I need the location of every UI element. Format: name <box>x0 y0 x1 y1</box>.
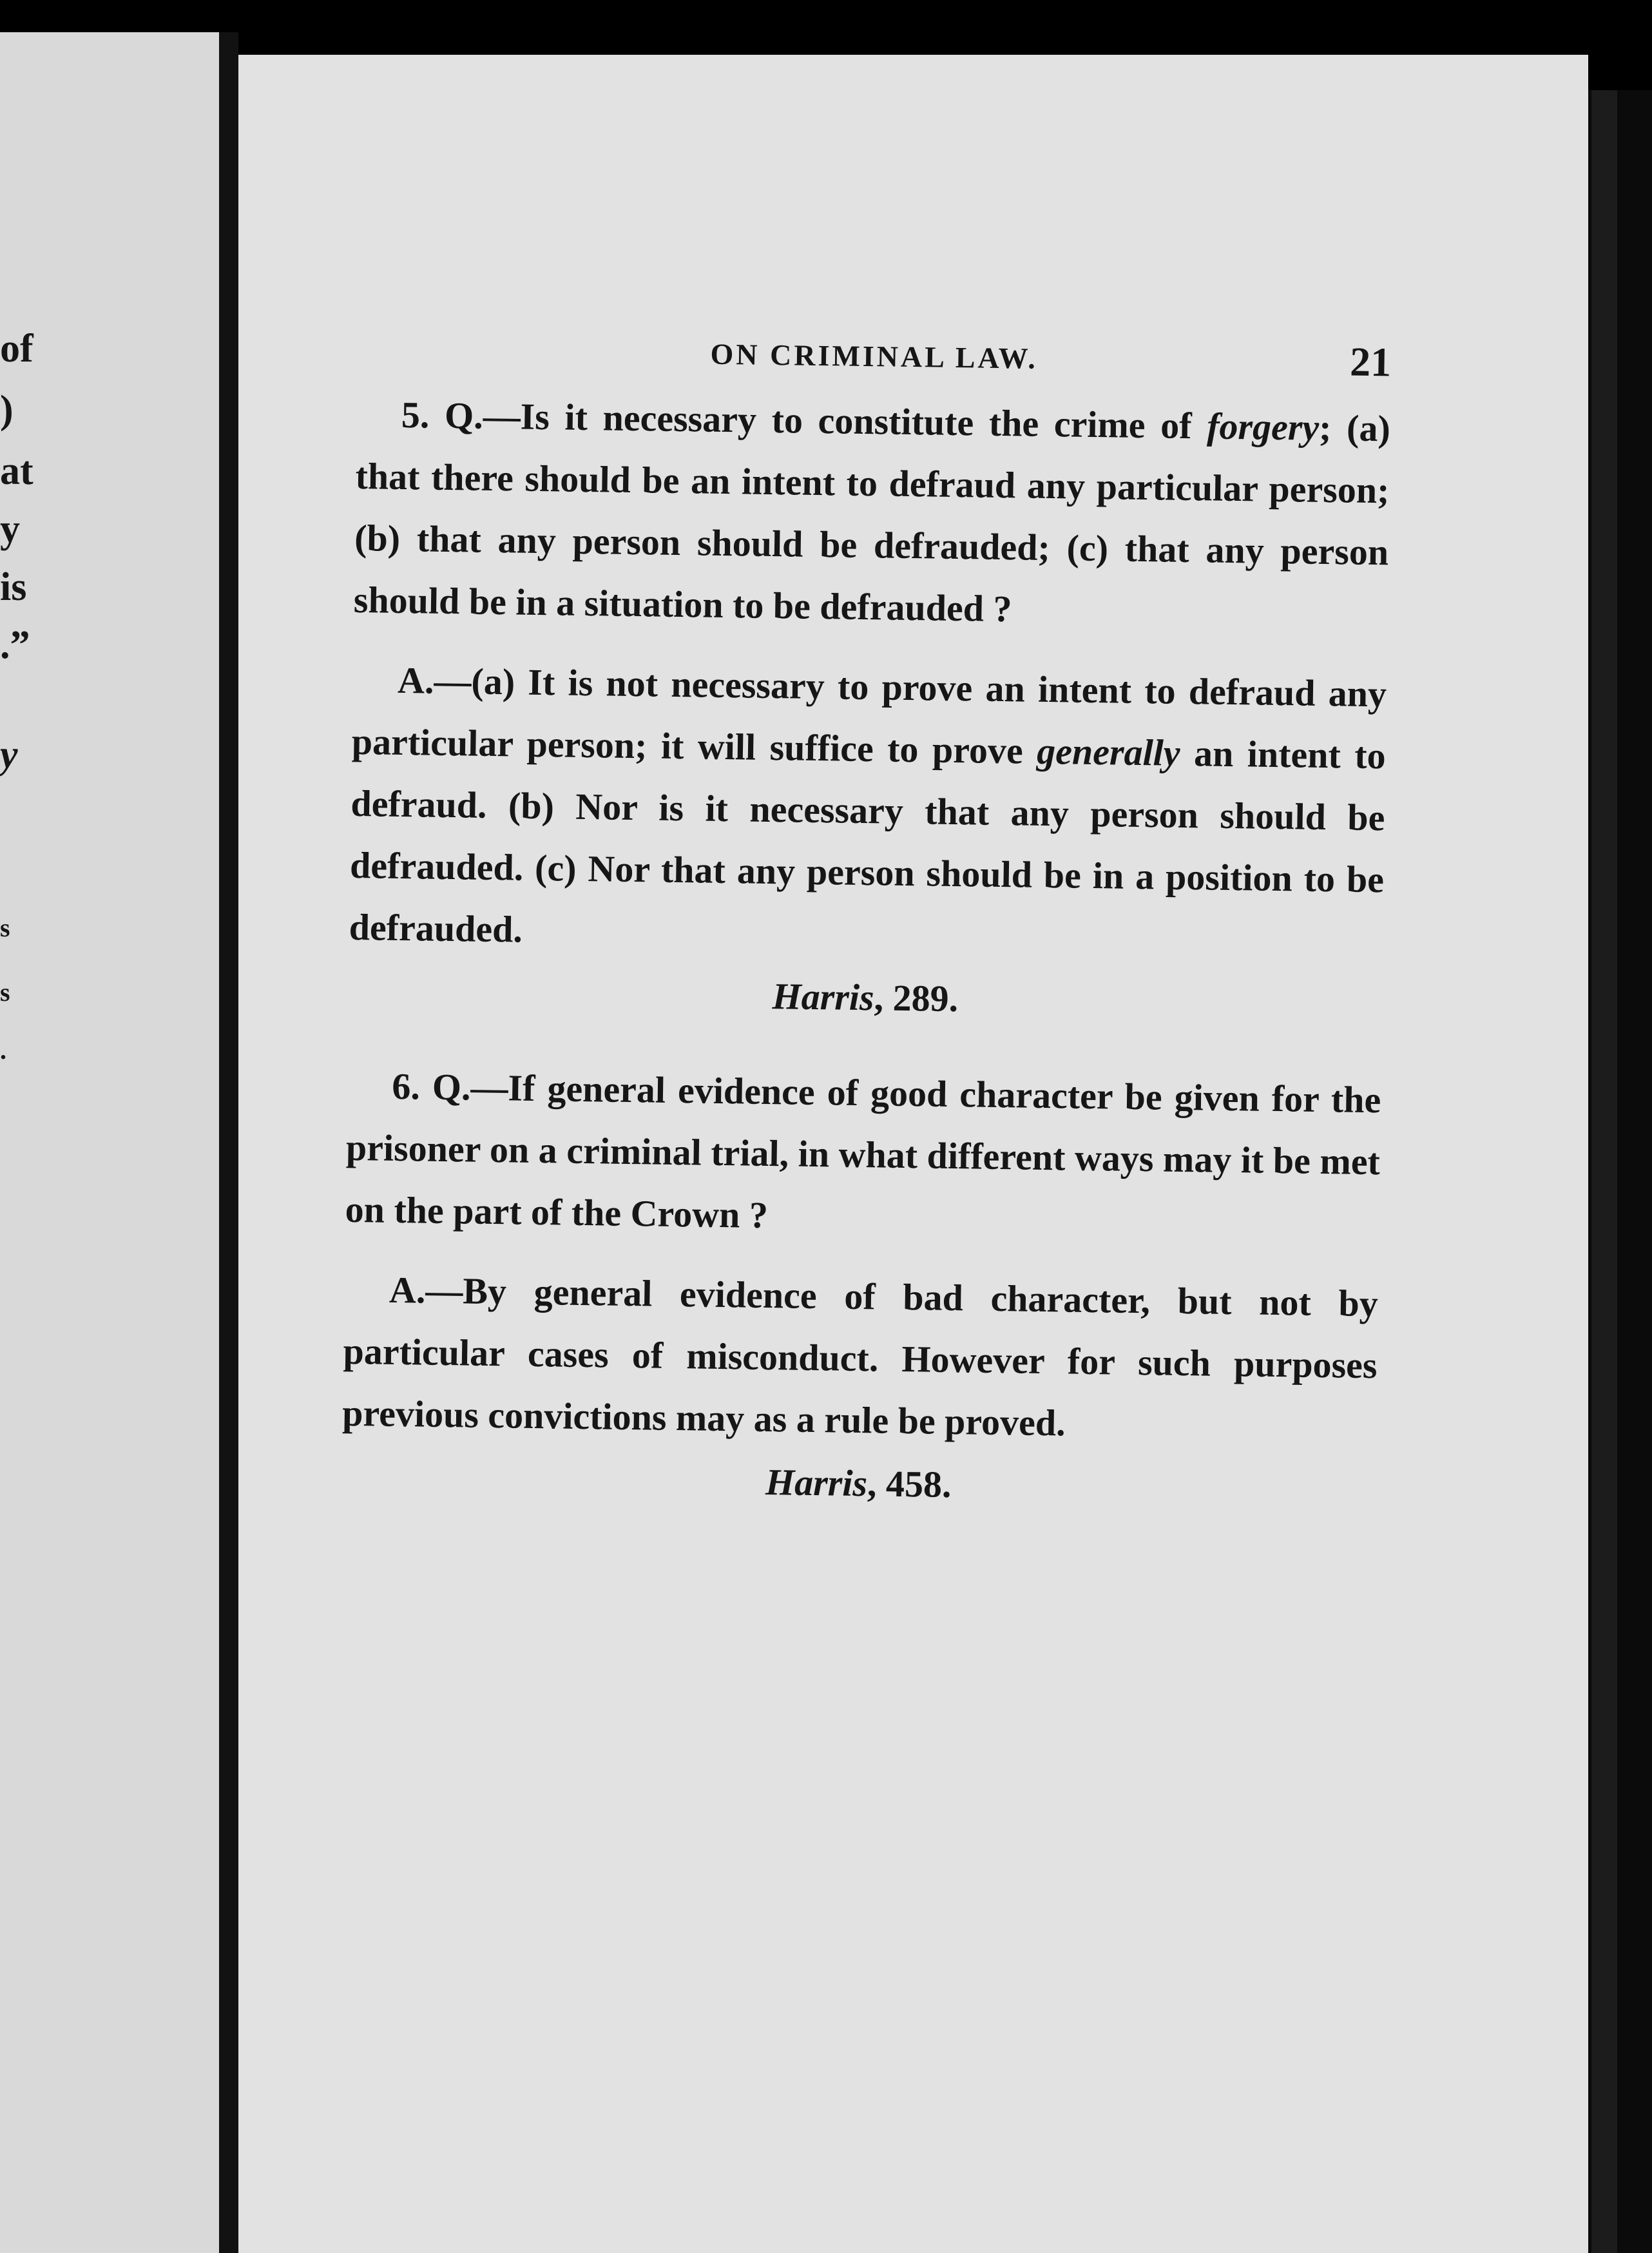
answer-5-part1: A.—(a) It is not necessary to prove an intent to defraud any particular person; it will suffice to prove <box>351 659 1387 772</box>
left-fragment: at <box>0 449 34 493</box>
answer-5 <box>349 649 1387 972</box>
citation-5-author: Harris <box>772 975 875 1019</box>
citation-5-page: , 289. <box>874 976 959 1020</box>
left-fragment: . <box>0 1036 6 1065</box>
answer-5-emphasis: generally <box>1036 730 1181 774</box>
left-fragment: .” <box>0 623 30 667</box>
question-5-term: forgery <box>1206 405 1320 449</box>
left-fragment: of <box>0 327 34 371</box>
left-fragment: s <box>0 913 10 942</box>
citation-6 <box>341 1446 1376 1522</box>
left-fragment: s <box>0 978 10 1007</box>
question-6: 6. Q.—If general evidence of good character be given for the prisoner on a criminal trial, in what different ways may it be met on the part of the Crown ? <box>345 1065 1381 1237</box>
answer-5-part2: an intent to defraud. (b) Nor is it necessary that any person should be defrauded. (c) Nor that any person should be in a position to be defrauded. <box>349 732 1387 951</box>
running-head-title: ON CRIMINAL LAW. <box>710 337 1039 375</box>
citation-6-page: , 458. <box>867 1462 952 1506</box>
citation-5 <box>348 960 1383 1036</box>
left-fragment: y <box>0 507 20 551</box>
question-5-rest: ; (a) that there should be an intent to defraud any particular person; (b) that any person should be defrauded; (c) that any person should be in a situation to be defrauded ? <box>353 406 1391 630</box>
left-fragment: y <box>0 733 18 777</box>
citation-6-author: Harris <box>765 1461 868 1505</box>
left-page <box>0 32 232 2253</box>
page-content <box>341 319 1392 1537</box>
question-5 <box>353 383 1390 645</box>
book-gutter <box>219 32 238 2253</box>
page-edge-shadow <box>1591 90 1617 2253</box>
page-number: 21 <box>1349 338 1392 385</box>
answer-6: A.—By general evidence of bad character, but not by particular cases of misconduct. However for such purposes previous convictions may as a rule be proved. <box>341 1268 1379 1444</box>
left-fragment: is <box>0 565 27 609</box>
question-5-lead: 5. Q.—Is it necessary to constitute the crime of <box>401 393 1193 447</box>
left-fragment: ) <box>0 388 14 432</box>
